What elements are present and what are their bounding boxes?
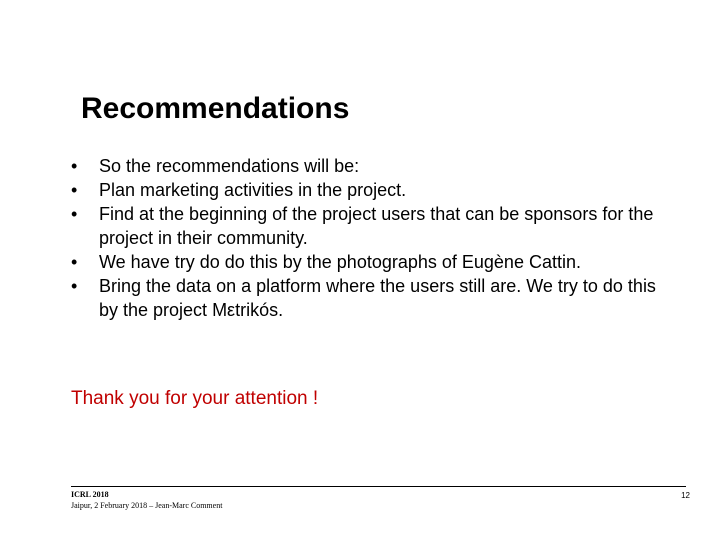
bullet-text: Plan marketing activities in the project. <box>99 180 407 200</box>
footer-conference: ICRL 2018 <box>71 490 109 499</box>
footer-divider <box>71 486 686 487</box>
footer <box>71 489 222 511</box>
bullet-item <box>71 250 671 274</box>
bullet-marker: • <box>71 252 78 272</box>
bullet-text: Find at the beginning of the project users that can be sponsors for the project in their community. <box>99 204 654 248</box>
bullet-text: Bring the data on a platform where the users still are. We try to do this by the project Mεtrikós. <box>99 276 656 320</box>
bullet-item <box>71 202 671 250</box>
bullet-item <box>71 154 671 178</box>
footer-detail: Jaipur, 2 February 2018 – Jean-Marc Comment <box>71 501 223 510</box>
bullet-item <box>71 178 671 202</box>
slide-title: Recommendations <box>81 92 350 125</box>
bullet-marker: • <box>71 204 78 224</box>
bullet-text: We have try do do this by the photographs of Eugène Cattin. <box>99 252 581 272</box>
closing-message: Thank you for your attention ! <box>71 388 319 409</box>
bullet-text: So the recommendations will be: <box>99 156 360 176</box>
bullet-marker: • <box>71 156 78 176</box>
bullet-list <box>71 154 671 322</box>
page-number: 12 <box>681 491 690 500</box>
bullet-marker: • <box>71 180 78 200</box>
bullet-item <box>71 274 671 322</box>
bullet-marker: • <box>71 276 78 296</box>
